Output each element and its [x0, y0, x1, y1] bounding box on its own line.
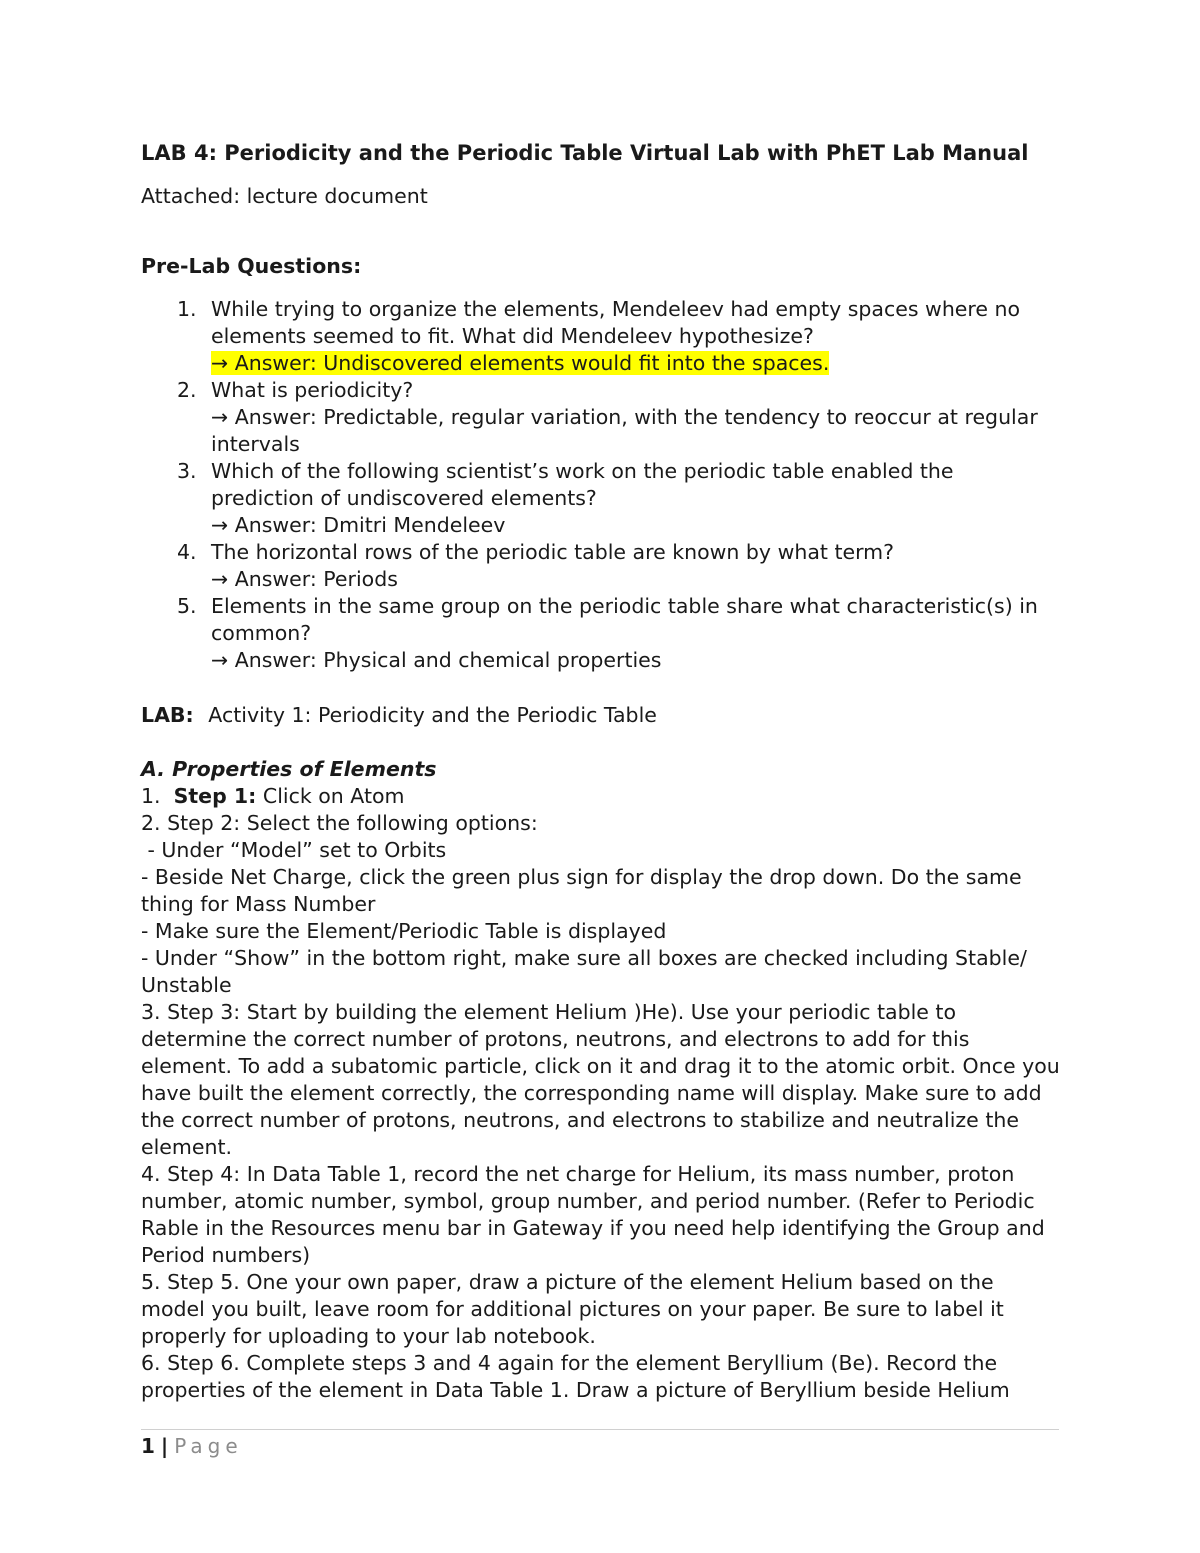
lab-activity-text: Activity 1: Periodicity and the Periodic Table — [208, 703, 657, 727]
arrow-icon: → — [211, 648, 229, 672]
step-line: 2. Step 2: Select the following options: — [141, 811, 538, 835]
lab-label: LAB: — [141, 703, 194, 727]
question-number: 2. — [177, 378, 197, 402]
step-line: 3. Step 3: Start by building the element Helium )He). Use your periodic table to determine the correct number of protons, neutrons, and electrons to add for this element. To add a subatomic particle, click on it and drag it to the atomic orbit. Once you have built the element correctly, the corresponding name will display. Make sure to add the correct number of protons, neutrons, and electrons to stabilize and neutralize the element. — [141, 1000, 1060, 1159]
step-line: - Make sure the Element/Periodic Table is displayed — [141, 919, 667, 943]
attached-line: Attached: lecture document — [141, 184, 428, 208]
question-item — [141, 593, 1061, 674]
answer-line — [211, 512, 1061, 539]
answer-text: Answer: Periods — [234, 567, 398, 591]
arrow-icon: → — [211, 567, 229, 591]
step-line: 6. Step 6. Complete steps 3 and 4 again for the element Beryllium (Be). Record the properties of the element in Data Table 1. Draw a picture of Beryllium beside Helium — [141, 1351, 1010, 1402]
answer-line — [211, 647, 1061, 674]
question-number: 4. — [177, 540, 197, 564]
question-text: The horizontal rows of the periodic table are known by what term? — [211, 540, 895, 564]
question-text: While trying to organize the elements, Mendeleev had empty spaces where no elements seemed to fit. What did Mendeleev hypothesize? — [211, 297, 1021, 348]
answer-line — [211, 350, 1061, 377]
answer-text: Answer: Dmitri Mendeleev — [234, 513, 506, 537]
section-a-heading: A. Properties of Elements — [141, 757, 437, 781]
question-number: 1. — [177, 297, 197, 321]
answer-text: Answer: Predictable, regular variation, with the tendency to reoccur at regular intervals — [211, 405, 1038, 456]
answer-line — [211, 566, 1061, 593]
step-line: - Under “Model” set to Orbits — [141, 838, 447, 862]
step-line: - Under “Show” in the bottom right, make sure all boxes are checked including Stable/ Unstable — [141, 946, 1027, 997]
arrow-icon: → — [211, 513, 229, 537]
page-separator: | — [160, 1434, 169, 1458]
document-title: LAB 4: Periodicity and the Periodic Table Virtual Lab with PhET Lab Manual — [141, 141, 1029, 165]
question-text: Elements in the same group on the periodic table share what characteristic(s) in common? — [211, 594, 1038, 645]
question-number: 3. — [177, 459, 197, 483]
question-text: Which of the following scientist’s work on the periodic table enabled the prediction of undiscovered elements? — [211, 459, 954, 510]
question-item — [141, 539, 1061, 593]
step-line: 4. Step 4: In Data Table 1, record the net charge for Helium, its mass number, proton number, atomic number, symbol, group number, and period number. (Refer to Periodic Rable in the Resources menu bar in Gateway if you need help identifying the Group and Period numbers) — [141, 1162, 1045, 1267]
step-number: 1. — [141, 784, 161, 808]
step-text: Click on Atom — [262, 784, 405, 808]
step-line: - Beside Net Charge, click the green plus sign for display the drop down. Do the same thing for Mass Number — [141, 865, 1022, 916]
question-item — [141, 296, 1061, 377]
step-line: 5. Step 5. One your own paper, draw a picture of the element Helium based on the model you built, leave room for additional pictures on your paper. Be sure to label it properly for uploading to your lab notebook. — [141, 1270, 1004, 1348]
question-item — [141, 377, 1061, 458]
step-label: Step 1: — [173, 784, 257, 808]
question-text: What is periodicity? — [211, 378, 414, 402]
answer-text: Answer: Undiscovered elements would fit into the spaces. — [234, 351, 830, 375]
answer-line — [211, 404, 1061, 458]
step-line — [141, 783, 1061, 810]
prelab-question-list — [141, 296, 1061, 674]
page-footer — [141, 1433, 243, 1460]
question-item — [141, 458, 1061, 539]
page-number: 1 — [141, 1434, 155, 1458]
steps-block — [141, 783, 1061, 1404]
arrow-icon: → — [211, 405, 229, 429]
page-word: Page — [174, 1434, 243, 1458]
footer-divider — [141, 1429, 1059, 1430]
answer-highlight — [211, 351, 829, 375]
answer-text: Answer: Physical and chemical properties — [234, 648, 662, 672]
question-number: 5. — [177, 594, 197, 618]
arrow-icon: → — [211, 351, 229, 375]
lab-activity-line — [141, 702, 657, 729]
prelab-heading: Pre-Lab Questions: — [141, 254, 362, 278]
